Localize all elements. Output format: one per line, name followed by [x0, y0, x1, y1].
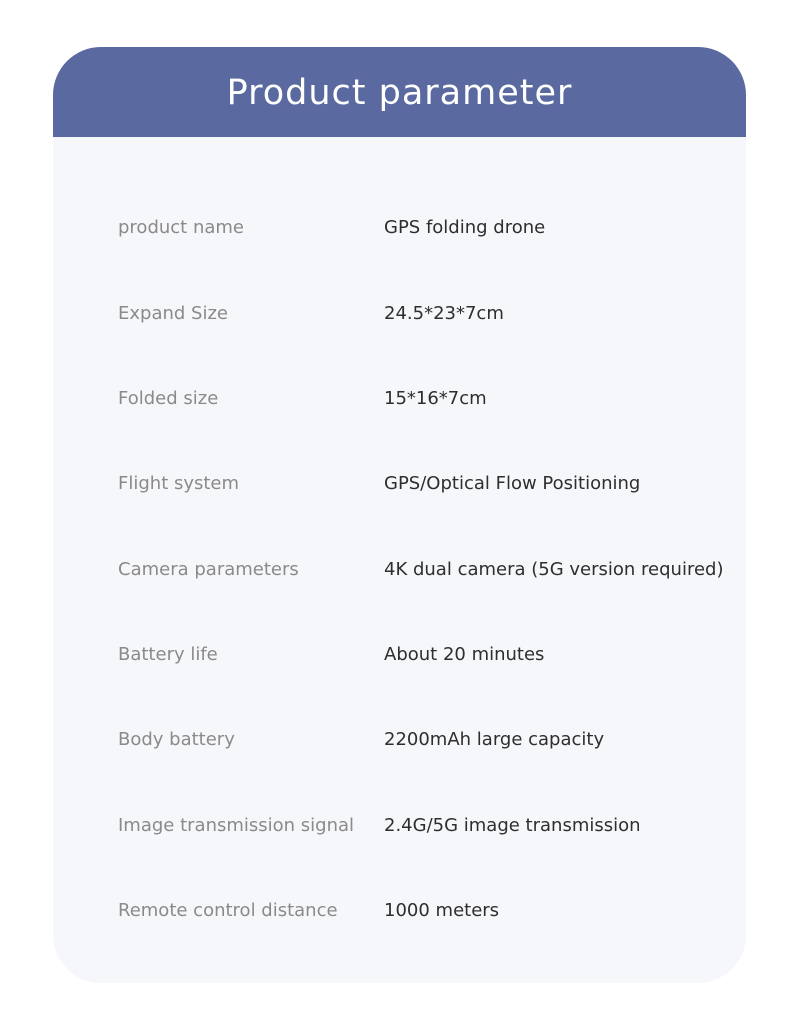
- parameter-label: Battery life: [118, 644, 218, 665]
- parameter-row: [53, 555, 746, 585]
- product-parameter-card: [53, 47, 746, 983]
- parameter-value: 1000 meters: [384, 900, 500, 921]
- parameter-label: Image transmission signal: [118, 815, 355, 836]
- parameter-row: [53, 299, 746, 329]
- parameter-row: [53, 725, 746, 755]
- parameter-row: [53, 213, 746, 243]
- parameter-label: Remote control distance: [118, 900, 338, 921]
- parameter-row: [53, 384, 746, 414]
- parameter-value: 2.4G/5G image transmission: [384, 815, 641, 836]
- parameter-label: product name: [118, 217, 244, 238]
- parameter-row: [53, 640, 746, 670]
- parameter-value: GPS/Optical Flow Positioning: [384, 473, 641, 494]
- parameter-value: About 20 minutes: [384, 644, 545, 665]
- parameter-value: 4K dual camera (5G version required): [384, 559, 724, 580]
- page-title: Product parameter: [226, 73, 573, 113]
- parameter-row: [53, 896, 746, 926]
- parameter-value: 2200mAh large capacity: [384, 729, 605, 750]
- parameter-label: Camera parameters: [118, 559, 299, 580]
- parameter-value: 24.5*23*7cm: [384, 303, 504, 324]
- parameter-value: 15*16*7cm: [384, 388, 487, 409]
- parameter-label: Flight system: [118, 473, 240, 494]
- parameter-label: Body battery: [118, 729, 235, 750]
- parameter-label: Folded size: [118, 388, 219, 409]
- parameter-row: [53, 469, 746, 499]
- parameter-value: GPS folding drone: [384, 217, 546, 238]
- card-header: [53, 47, 746, 137]
- parameter-label: Expand Size: [118, 303, 228, 324]
- parameter-row: [53, 811, 746, 841]
